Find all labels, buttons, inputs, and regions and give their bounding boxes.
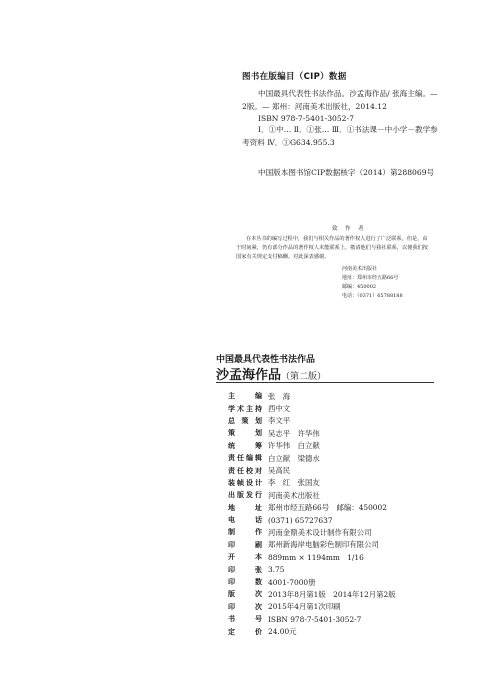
colophon-value: 白立献 梁德水 xyxy=(268,453,320,463)
colophon-row xyxy=(228,551,438,563)
colophon-label: 印 刷 xyxy=(228,540,262,549)
colophon-value: 郑州新海岸电脑彩色制印有限公司 xyxy=(268,540,379,550)
book-edition: （第二版） xyxy=(281,372,327,382)
colophon-value: 2013年8月第1版 2014年12月第2版 xyxy=(268,589,396,599)
colophon-row xyxy=(228,613,438,625)
colophon-value: 2015年4月第1次印刷 xyxy=(268,602,341,612)
colophon-row xyxy=(228,489,438,501)
cip-data-number: 中国版本图书馆CIP数据核字（2014）第288069号 xyxy=(258,168,435,177)
colophon-row xyxy=(228,415,438,427)
colophon-label: 定 价 xyxy=(228,627,262,636)
colophon-row xyxy=(228,452,438,464)
book-title: 沙孟海作品 xyxy=(216,368,282,383)
colophon-row xyxy=(228,427,438,439)
colophon-value: 李文平 xyxy=(268,416,291,426)
colophon xyxy=(228,390,438,638)
address-line: 电话：（0371）65788188 xyxy=(342,293,403,299)
colophon-row xyxy=(228,576,438,588)
colophon-label: 版 次 xyxy=(228,590,262,599)
colophon-row xyxy=(228,514,438,526)
colophon-value: 河南金鼎美术设计制作有限公司 xyxy=(268,527,372,537)
colophon-label: 印 数 xyxy=(228,578,262,587)
colophon-label: 出版发行 xyxy=(228,491,262,500)
colophon-value: 郑州市经五路66号 邮编：450002 xyxy=(268,503,387,513)
notice-heading: 致 作 者 xyxy=(332,226,367,232)
colophon-value: 889mm × 1194mm 1/16 xyxy=(268,552,364,562)
colophon-value: 李 红 张国友 xyxy=(268,478,320,488)
cip-subject: Ⅰ．①中… Ⅱ．①张… Ⅲ．①书法课－中小学－教学参考资料 Ⅳ．①G634.955.3 xyxy=(242,125,438,147)
colophon-row xyxy=(228,588,438,600)
colophon-row xyxy=(228,563,438,575)
address-line: 地址：郑州市经五路66号 xyxy=(342,275,399,281)
address-line: 邮编：450002 xyxy=(342,284,377,290)
colophon-row xyxy=(228,390,438,402)
colophon-value: 24.00元 xyxy=(268,627,297,637)
colophon-row xyxy=(228,464,438,476)
title-rule xyxy=(216,382,434,383)
colophon-label: 责任编辑 xyxy=(228,454,262,463)
colophon-label: 统 筹 xyxy=(228,441,262,450)
colophon-value: 河南美术出版社 xyxy=(268,490,320,500)
colophon-label: 印 张 xyxy=(228,565,262,574)
colophon-row xyxy=(228,625,438,637)
colophon-row xyxy=(228,539,438,551)
colophon-value: 张 海 xyxy=(268,391,291,401)
colophon-label: 地 址 xyxy=(228,503,262,512)
colophon-value: 许华伟 白立献 xyxy=(268,441,320,451)
colophon-label: 制 作 xyxy=(228,528,262,537)
series-title: 中国最具代表性书法作品 xyxy=(216,355,316,365)
colophon-label: 装帧设计 xyxy=(228,478,262,487)
book-title-line xyxy=(216,364,326,383)
cip-entry: 中国最具代表性书法作品。沙孟海作品/ 张海主编。— 2版。— 郑州：河南美术出版社，2014.12 xyxy=(242,89,438,111)
colophon-value: 吴高民 xyxy=(268,466,291,476)
address-line: 河南美术出版社 xyxy=(342,266,378,272)
colophon-row xyxy=(228,477,438,489)
colophon-label: 策 划 xyxy=(228,429,262,438)
colophon-value: 吴志平 许华伟 xyxy=(268,428,320,438)
cip-isbn: ISBN 978-7-5401-3052-7 xyxy=(258,114,354,123)
colophon-value: 3.75 xyxy=(268,565,285,575)
cip-entry-block xyxy=(242,88,440,126)
colophon-label: 印 次 xyxy=(228,602,262,611)
publisher-address xyxy=(342,265,403,301)
colophon-label: 责任校对 xyxy=(228,466,262,475)
colophon-value: 4001-7000册 xyxy=(268,577,316,587)
colophon-value: 西中文 xyxy=(268,404,291,414)
colophon-label: 电 话 xyxy=(228,516,262,525)
colophon-row xyxy=(228,601,438,613)
colophon-row xyxy=(228,402,438,414)
colophon-label: 开 本 xyxy=(228,553,262,562)
colophon-label: 主 编 xyxy=(228,392,262,401)
colophon-row xyxy=(228,502,438,514)
colophon-row xyxy=(228,526,438,538)
colophon-row xyxy=(228,440,438,452)
colophon-label: 总 策 划 xyxy=(228,416,262,425)
notice-body: 在本丛书的编写过程中，我们与相关作品的著作权人进行了广泛联系，但是，由于时间紧，仍有部分作品的著作权人未能联系上，敬请他们与我社联系，以便我们按国家有关规定支付稿酬。对此深表感谢。 xyxy=(236,236,428,260)
colophon-label: 学术主持 xyxy=(228,404,262,413)
colophon-value: (0371) 65727637 xyxy=(268,515,333,525)
cip-title: 图书在版编目（CIP）数据 xyxy=(242,72,347,82)
colophon-label: 书 号 xyxy=(228,615,262,624)
colophon-value: ISBN 978-7-5401-3052-7 xyxy=(268,614,362,624)
